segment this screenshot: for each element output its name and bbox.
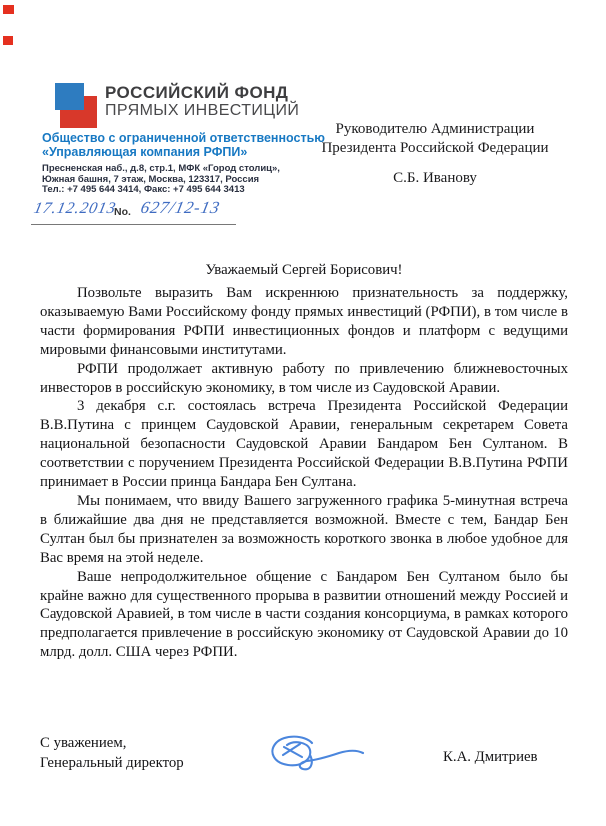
signatory-name: К.А. Дмитриев	[443, 749, 538, 765]
company-name-line2: «Управляющая компания РФПИ»	[42, 145, 248, 159]
letter-body	[40, 284, 568, 662]
recipient-line1: Руководителю Администрации	[335, 121, 535, 137]
recipient-name: С.Б. Иванову	[393, 170, 477, 186]
recipient-line2: Президента Российской Федерации	[321, 140, 549, 156]
recipient-block	[290, 120, 580, 188]
red-scan-mark-icon	[3, 36, 13, 45]
paragraph: Мы понимаем, что ввиду Вашего загруженного графика 5-минутная встреча в ближайшие два дня не представляется возможной. Вместе с тем, Бандар Бен Султан был бы признателен за возможность короткого звонка в любое удобное для Вас время на этой неделе.	[40, 492, 568, 566]
company-name-line1: Общество с ограниченной ответственностью	[42, 131, 325, 145]
address-line1: Пресненская наб., д.8, стр.1, МФК «Город столиц»,	[42, 163, 280, 174]
paragraph: РФПИ продолжает активную работу по привлечению ближневосточных инвесторов в российскую экономику, в том числе из Саудовской Аравии.	[40, 360, 568, 396]
paragraph: Ваше непродолжительное общение с Бандаром Бен Султаном было бы крайне важно для существенного прорыва в развитии отношений между Россией и Саудовской Аравией, в том числе в части создания консорциума, в рамках которого предполагается привлечение в российскую экономику от Саудовской Аравии до 10 млрд. долл. США через РФПИ.	[40, 568, 568, 661]
letterhead-address-block	[42, 131, 325, 196]
red-scan-mark-icon	[3, 5, 14, 14]
closing-regards: С уважением,	[40, 735, 127, 751]
handwritten-signature-icon	[250, 731, 372, 787]
logo-title-line1: РОССИЙСКИЙ ФОНД	[105, 83, 289, 102]
salutation: Уважаемый Сергей Борисович!	[205, 262, 403, 278]
closing-title: Генеральный директор	[40, 755, 184, 771]
handwritten-number: 627/12-13	[139, 198, 223, 217]
contacts-line: Тел.: +7 495 644 3414, Факс: +7 495 644 3413	[42, 184, 245, 195]
closing-block	[40, 733, 184, 773]
address-line2: Южная башня, 7 этаж, Москва, 123317, Россия	[42, 173, 260, 185]
handwritten-date: 17.12.2013	[32, 200, 118, 217]
paragraph: 3 декабря с.г. состоялась встреча Президента Российской Федерации В.В.Путина с принцем Саудовской Аравии, генеральным секретарем Совета национальной безопасности Саудовской Аравии Бандаром Бен Султаном. В соответствии с поручением Президента Российской Федерации В.В.Путина РФПИ принимает в России принца Бандара Бен Султана.	[40, 398, 568, 491]
logo-title-line2: ПРЯМЫХ ИНВЕСТИЦИЙ	[105, 102, 300, 119]
rdif-logo	[105, 84, 299, 120]
date-underline	[31, 224, 144, 225]
number-underline	[132, 224, 236, 225]
paragraph: Позвольте выразить Вам искреннюю признательность за поддержку, оказываемую Вами Российскому фонду прямых инвестиций (РФПИ), в том числе в части формирования РФПИ инвестиционных фондов и платформ с ведущими мировыми финансовыми институтами.	[40, 285, 568, 358]
number-label: No.	[114, 206, 131, 218]
logo-blue-square-icon	[55, 83, 84, 110]
